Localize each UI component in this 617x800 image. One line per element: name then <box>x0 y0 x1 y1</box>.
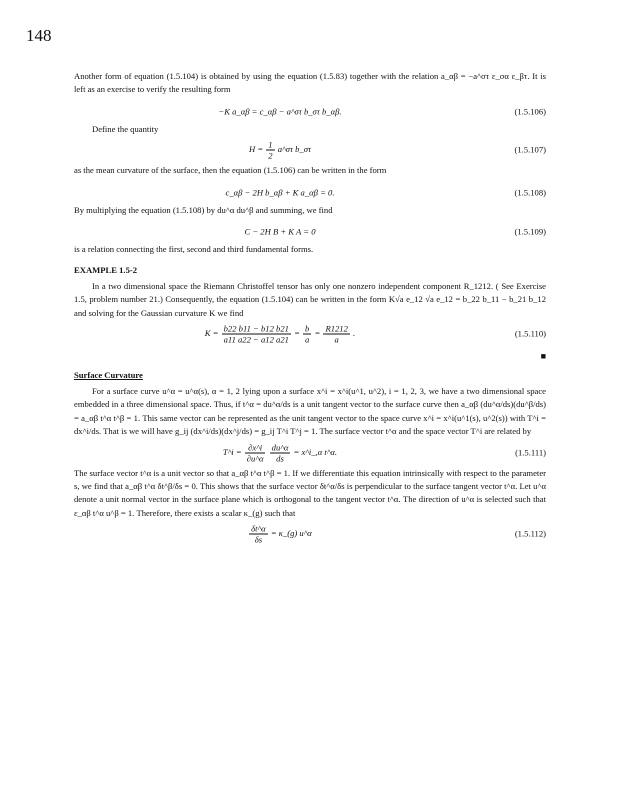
equation-number: (1.5.107) <box>514 144 546 155</box>
equation-rhs: = κ_(g) u^α <box>270 528 312 539</box>
equation-rhs: a^στ b_στ <box>277 144 312 155</box>
fraction-denominator: ∂u^α <box>246 453 264 463</box>
fraction-denominator: a11 a22 − a12 a21 <box>223 334 289 345</box>
equation-lhs: H = <box>248 144 266 155</box>
fraction <box>245 442 266 463</box>
equation-number: (1.5.108) <box>514 186 546 197</box>
paragraph-5: is a relation connecting the first, second and third fundamental forms. <box>74 244 314 255</box>
fraction-numerator: R1212 <box>325 323 348 334</box>
equation-number: (1.5.111) <box>515 446 546 457</box>
equation-lhs: K = <box>204 328 221 339</box>
fraction-numerator: 1 <box>268 139 273 150</box>
equation-rhs: = x^i_,α t^α. <box>293 446 338 457</box>
equation-1-5-107 <box>74 136 546 164</box>
equation-expression <box>74 324 486 345</box>
equation-expression: C − 2H B + K A = 0 <box>244 226 316 237</box>
equation-lhs: T^i = <box>222 446 244 457</box>
equation-expression <box>74 442 486 463</box>
paragraph-4: By multiplying the equation (1.5.108) by du^α du^β and summing, we find <box>74 204 333 215</box>
fraction <box>270 442 291 463</box>
equation-expression: c_αβ − 2H b_αβ + K a_αβ = 0. <box>225 186 335 197</box>
equation-1-5-109 <box>74 221 546 243</box>
equals-sign: = <box>294 328 303 339</box>
page-number: 148 <box>26 26 52 45</box>
equation-end: . <box>353 328 356 339</box>
equation-1-5-111 <box>74 439 546 467</box>
fraction-numerator: du^α <box>271 442 289 452</box>
equation-expression <box>74 140 486 161</box>
equation-number: (1.5.112) <box>514 528 546 539</box>
fraction-numerator: b <box>305 323 310 334</box>
paragraph-1: Another form of equation (1.5.104) is obtained by using the equation (1.5.83) together with the relation a_αβ = −a^στ ε_σα ε_βτ. It is left as an exercise to verify the resulting form <box>74 71 546 95</box>
equation-number: (1.5.109) <box>514 226 546 237</box>
equation-1-5-106 <box>74 101 546 123</box>
fraction-numerator: ∂x^i <box>245 442 266 453</box>
page-body <box>74 70 546 548</box>
fraction <box>266 140 274 161</box>
end-of-example-mark: ■ <box>540 351 546 362</box>
equation-expression: −K a_αβ = c_αβ − a^στ b_στ b_αβ. <box>218 106 342 117</box>
paragraph-7: For a surface curve u^α = u^α(s), α = 1, 2 lying upon a surface x^i = x^i(u^1, u^2), i = 1, 2, 3, we have a two dimensional space embedded in a three dimensional space. Thus, if t^α = du^α/ds is a unit tangent vector to the surface curve then a_αβ (du^α/ds)(du^β/ds) = a_αβ t^α t^β = 1. This same vector can be represented as the unit tangent vector to the space curve x^i = x^i(u^1(s), u^2(s)) with T^i = dx^i/ds. That is we will have g_ij (dx^i/ds)(dx^j/ds) = g_ij T^i T^j = 1. The surface vector t^α and the space vector T^i are related by <box>74 385 546 437</box>
fraction-denominator: a <box>305 334 310 345</box>
paragraph-2: Define the quantity <box>92 123 159 134</box>
fraction-denominator: a <box>334 334 339 345</box>
fraction <box>249 524 268 545</box>
equals-sign: = <box>314 328 323 339</box>
fraction-numerator: b22 b11 − b12 b21 <box>223 323 289 334</box>
equation-1-5-110 <box>74 320 546 348</box>
equation-1-5-112 <box>74 520 546 548</box>
example-heading: EXAMPLE 1.5-2 <box>74 265 138 276</box>
paragraph-6: In a two dimensional space the Riemann Christoffel tensor has only one nonzero independent component R_1212. ( See Exercise 1.5, problem number 21.) Consequently, the equation (1.5.104) can be written in the form K√a e_12 √a e_12 = b_22 b_11 − b_21 b_12 and solving for the Gaussian curvature K we find <box>74 280 546 318</box>
equation-1-5-108 <box>74 182 546 204</box>
equation-expression <box>74 524 486 545</box>
section-title: Surface Curvature <box>74 370 143 381</box>
paragraph-8: The surface vector t^α is a unit vector so that a_αβ t^α t^β = 1. If we differentiate this equation intrinsically with respect to the parameter s, we find that a_αβ t^α δt^β/δs = 0. This shows that the surface vector δt^α/δs is perpendicular to the surface tangent vector t^α. Let u^α denote a unit normal vector in the surface plane which is orthogonal to the tangent vector t^α. The direction of u^α is selected such that ε_αβ t^α u^β = 1. Therefore, there exists a scalar κ_(g) such that <box>74 467 546 518</box>
fraction-numerator: δt^α <box>251 523 266 534</box>
equation-number: (1.5.106) <box>514 106 546 117</box>
fraction <box>323 324 349 345</box>
fraction <box>222 324 291 345</box>
fraction <box>303 324 311 345</box>
equation-number: (1.5.110) <box>514 328 546 339</box>
fraction-denominator: 2 <box>268 150 273 161</box>
paragraph-3: as the mean curvature of the surface, then the equation (1.5.106) can be written in the form <box>74 165 387 176</box>
fraction-denominator: δs <box>254 534 263 545</box>
fraction-denominator: ds <box>276 453 284 463</box>
